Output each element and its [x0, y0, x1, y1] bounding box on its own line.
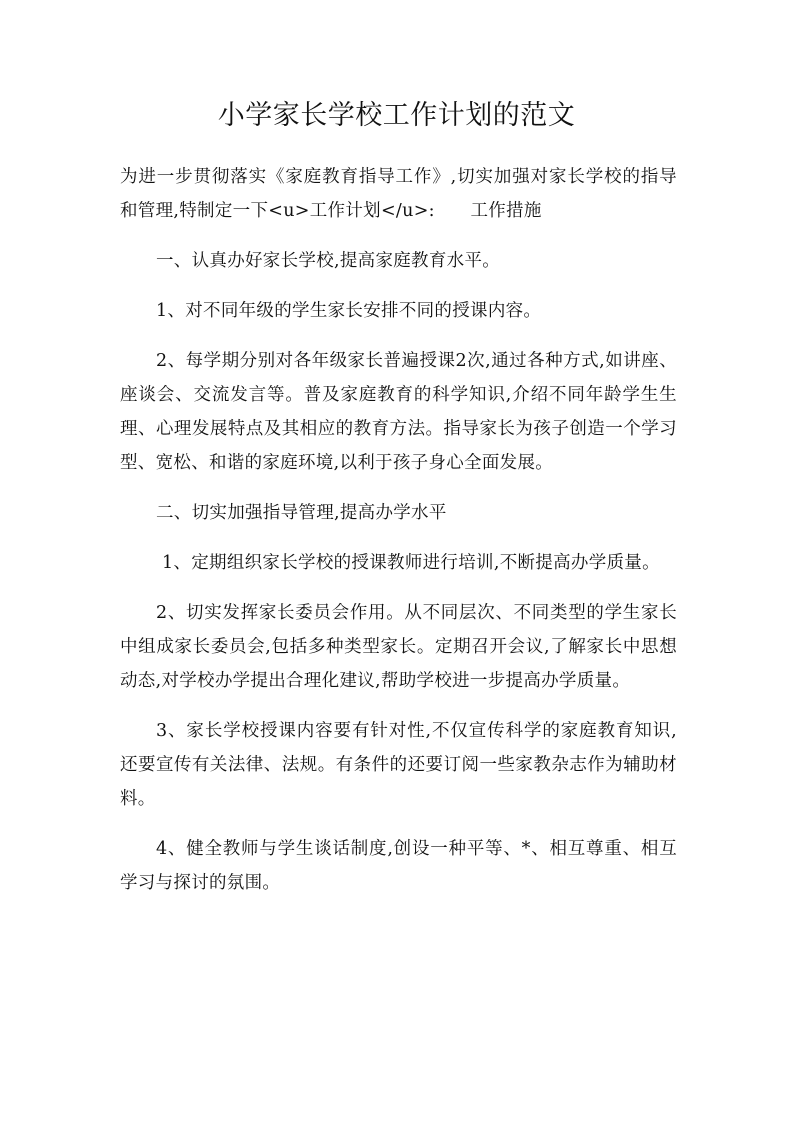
section2-heading: 二、切实加强指导管理,提高办学水平	[156, 503, 447, 523]
document-body	[120, 160, 677, 900]
section2-item3: 3、家长学校授课内容要有针对性,不仅宣传科学的家庭教育知识,还要宣传有关法律、法规。有条件的还要订阅一些家教杂志作为辅助材料。	[120, 721, 677, 809]
intro-paragraph: 为进一步贯彻落实《家庭教育指导工作》,切实加强对家长学校的指导和管理,特制定一下<u>工作计划</u>: 工作措施	[120, 167, 677, 221]
section2-item2: 2、切实发挥家长委员会作用。从不同层次、不同类型的学生家长中组成家长委员会,包括多种类型家长。定期召开会议,了解家长中思想动态,对学校办学提出合理化建议,帮助学校进一步提高办学质量。	[120, 603, 677, 691]
section1-item1: 1、对不同年级的学生家长安排不同的授课内容。	[156, 301, 542, 321]
section1-item2: 2、每学期分别对各年级家长普遍授课2次,通过各种方式,如讲座、座谈会、交流发言等。普及家庭教育的科学知识,介绍不同年龄学生生理、心理发展特点及其相应的教育方法。指导家长为孩子创造一个学习型、宽松、和谐的家庭环境,以利于孩子身心全面发展。	[120, 351, 677, 473]
section1-heading: 一、认真办好家长学校,提高家庭教育水平。	[156, 251, 501, 271]
section2-item4: 4、健全教师与学生谈话制度,创设一种平等、*、相互尊重、相互学习与探讨的氛围。	[120, 839, 677, 893]
section2-item1: 1、定期组织家长学校的授课教师进行培训,不断提高办学质量。	[162, 553, 660, 573]
document-title: 小学家长学校工作计划的范文	[217, 100, 576, 131]
